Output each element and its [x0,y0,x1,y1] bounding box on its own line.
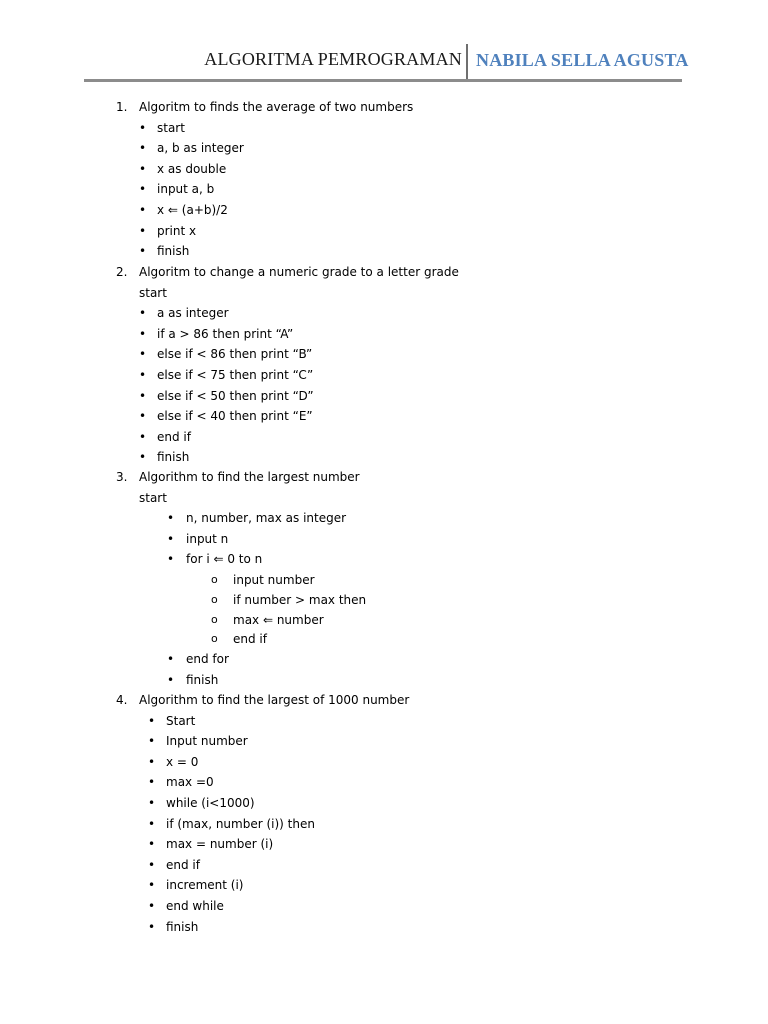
list-item: print x [157,223,197,238]
list-item: input a, b [157,182,215,197]
bullet-dot: • [148,878,156,893]
list-item: for i ⇐ 0 to n [186,552,263,567]
bullet-dot: • [139,388,147,403]
bullet-dot: • [139,347,147,362]
sub-bullet-circle: o [211,612,218,626]
section-title: Algoritm to finds the average of two numbers [139,100,414,114]
bullet-dot: • [167,531,175,546]
bullet-dot: • [139,141,147,156]
bullet-dot: • [148,713,156,728]
section-start-label: start [139,285,167,300]
sub-list-item: max ⇐ number [233,612,324,627]
section-title: Algorithm to find the largest of 1000 number [139,693,410,707]
page-header [0,0,768,84]
section-number: 3. [116,470,128,484]
bullet-dot: • [148,816,156,831]
bullet-dot: • [167,652,175,667]
list-item: max = number (i) [166,837,274,852]
list-item: finish [166,919,199,934]
list-item: Input number [166,734,248,749]
bullet-dot: • [139,161,147,176]
bullet-dot: • [139,306,147,321]
list-item: finish [186,672,219,687]
list-item: else if < 40 then print “E” [157,409,313,424]
section-number: 4. [116,693,128,707]
bullet-dot: • [167,672,175,687]
bullet-dot: • [139,450,147,465]
bullet-dot: • [148,775,156,790]
list-item: x ⇐ (a+b)/2 [157,203,228,217]
list-item: end if [157,429,191,444]
bullet-dot: • [167,511,175,526]
list-item: n, number, max as integer [186,511,347,526]
list-item: a, b as integer [157,141,244,156]
sub-bullet-circle: o [211,632,218,646]
list-item: start [157,120,185,135]
list-item: input n [186,531,229,546]
bullet-dot: • [148,899,156,913]
list-item: max =0 [166,775,214,790]
list-item: end while [166,899,224,913]
section-title: Algoritm to change a numeric grade to a letter grade [139,265,459,279]
document-title: ALGORITMA PEMROGRAMAN [204,49,462,69]
bullet-dot: • [139,244,147,259]
list-item: a as integer [157,306,229,321]
bullet-dot: • [139,409,147,424]
sub-bullet-circle: o [211,573,218,586]
bullet-dot: • [139,182,147,197]
sub-list-item: input number [233,573,315,587]
bullet-dot: • [139,203,147,217]
bullet-dot: • [139,368,147,382]
list-item: if a > 86 then print “A” [157,326,294,341]
sub-list-item: end if [233,632,267,647]
bullet-dot: • [148,919,156,934]
list-item: finish [157,244,190,259]
header-rule [84,79,682,82]
bullet-dot: • [148,857,156,872]
bullet-dot: • [139,223,147,238]
list-item: increment (i) [166,878,244,893]
author-name: NABILA SELLA AGUSTA [476,50,689,70]
sub-list-item: if number > max then [233,592,367,607]
list-item: end if [166,857,200,872]
bullet-dot: • [148,754,156,769]
bullet-dot: • [139,120,147,135]
bullet-dot: • [167,552,175,567]
section-number: 1. [116,100,128,114]
bullet-dot: • [148,837,156,852]
bullet-dot: • [139,326,147,341]
section-number: 2. [116,265,128,279]
bullet-dot: • [148,734,156,749]
list-item: while (i<1000) [166,796,255,810]
list-item: Start [166,713,196,728]
list-item: if (max, number (i)) then [166,816,315,831]
section-title: Algorithm to find the largest number [139,470,360,484]
list-item: else if < 86 then print “B” [157,347,313,362]
header-divider [466,44,468,80]
list-item: end for [186,652,229,667]
list-item: else if < 50 then print “D” [157,388,314,403]
list-item: finish [157,450,190,465]
list-item: x = 0 [166,754,199,769]
list-item: else if < 75 then print “C” [157,368,314,382]
bullet-dot: • [148,796,156,810]
bullet-dot: • [139,429,147,444]
list-item: x as double [157,161,227,176]
section-start-label: start [139,490,167,505]
sub-bullet-circle: o [211,592,218,606]
